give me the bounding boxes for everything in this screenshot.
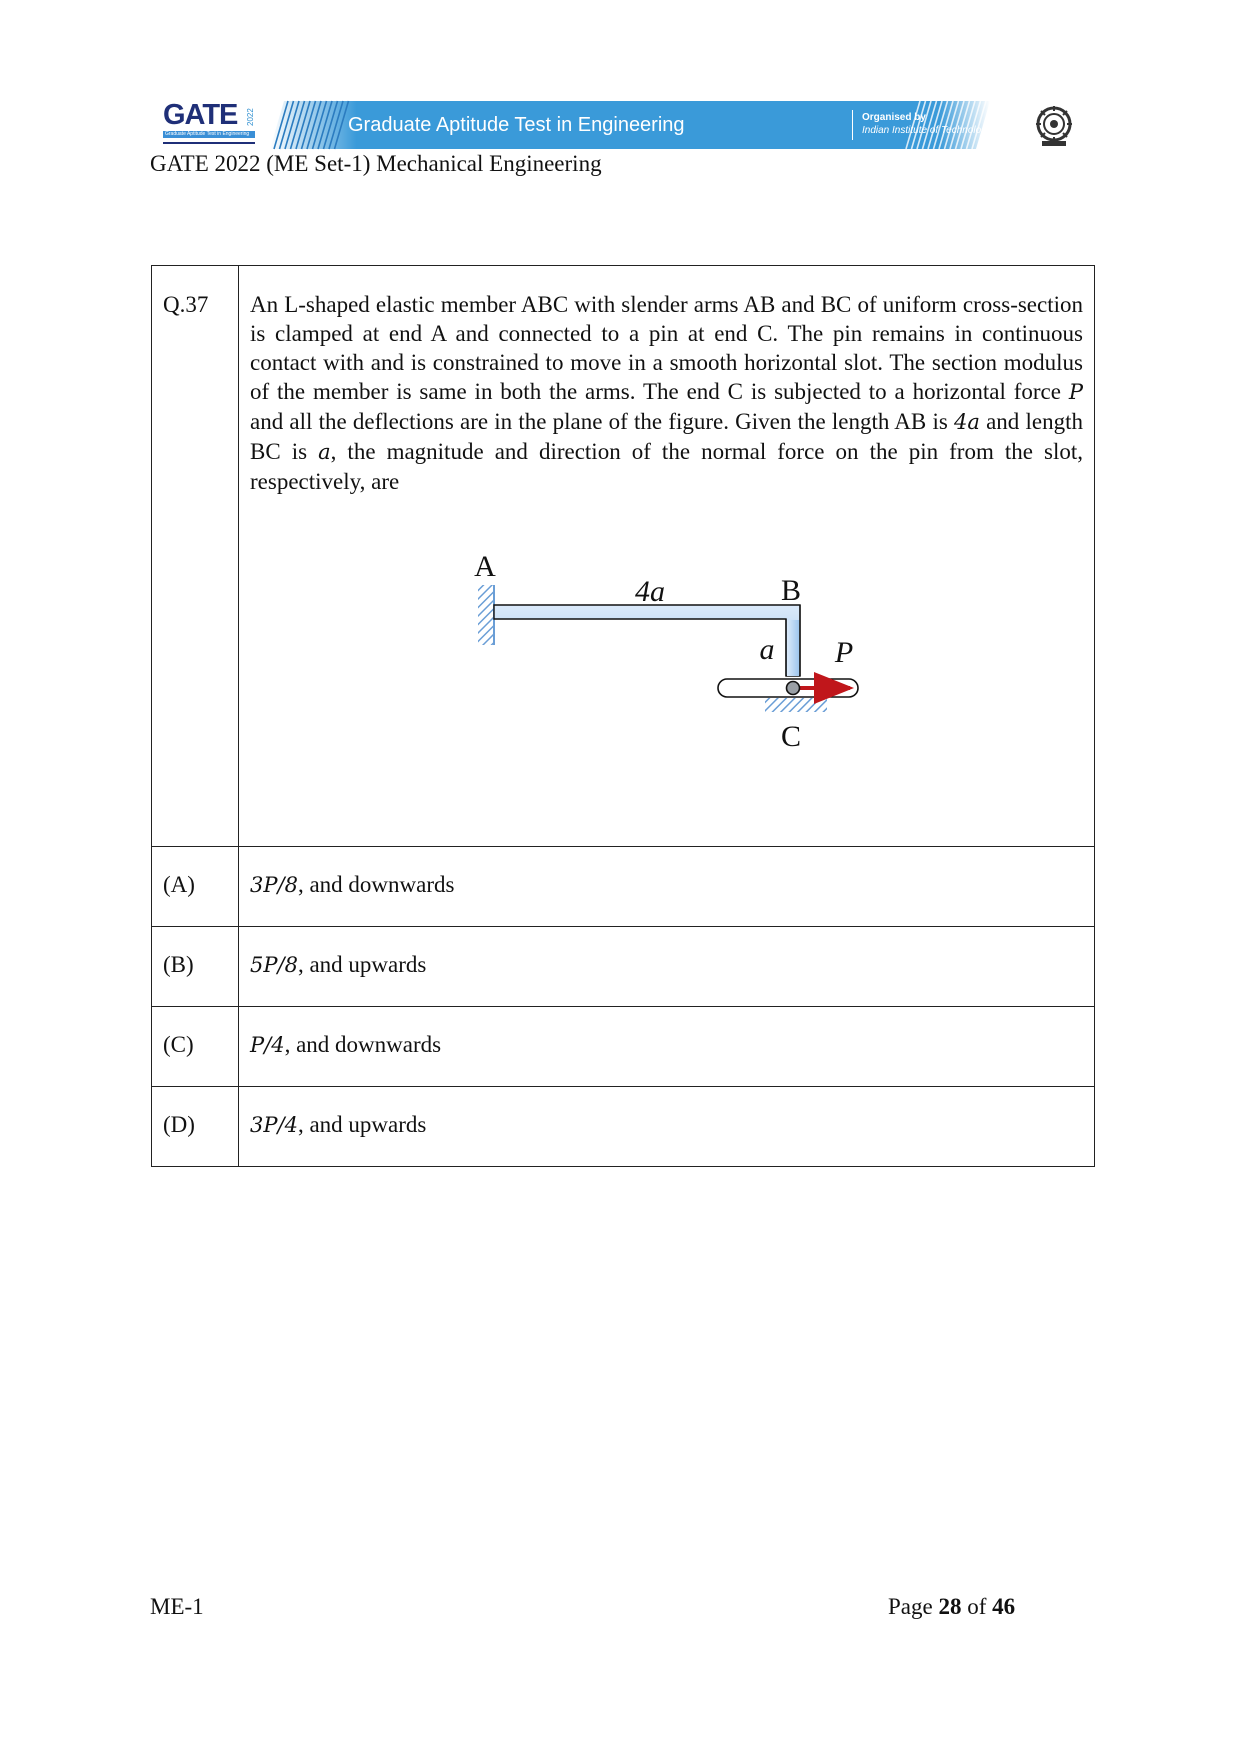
footer-page-indicator xyxy=(888,1593,1015,1621)
option-math: 3P/8 xyxy=(250,872,298,897)
gate-logo-hindi-line xyxy=(163,140,255,146)
gate-logo-year: 2022 xyxy=(246,108,255,126)
option-math: 3P/4 xyxy=(250,1112,298,1137)
iit-kharagpur-emblem-icon xyxy=(1033,104,1075,148)
question-figure xyxy=(250,546,1083,846)
question-body xyxy=(239,266,1095,847)
option-label: (A) xyxy=(152,847,239,927)
fixed-support-A xyxy=(478,585,494,645)
option-row-C[interactable] xyxy=(152,1007,1095,1087)
page-total: 46 xyxy=(992,1594,1016,1619)
option-row-B[interactable] xyxy=(152,927,1095,1007)
stem-math-a: a xyxy=(318,440,331,464)
question-row xyxy=(152,266,1095,847)
arm-BC xyxy=(787,620,799,676)
pin-C xyxy=(787,682,800,695)
label-C: C xyxy=(780,720,802,753)
stem-text-1: An L-shaped elastic member ABC with slender arms AB and BC of uniform cross-section is clamped at end A and connected to a pin at end C. The pin remains in continuous contact with and is constrained to move in a smooth horizontal slot. The section modulus of the member is same in both the arms. The end C is subjected to a horizontal force xyxy=(250,292,1083,404)
question-table xyxy=(151,265,1095,1167)
option-text[interactable] xyxy=(239,1007,1095,1087)
banner-organiser xyxy=(862,111,1041,137)
label-AB-length: 4a xyxy=(635,575,665,608)
l-member-diagram xyxy=(250,546,1080,786)
stem-text-4: , the magnitude and direction of the normal force on the pin from the slot, respectively, are xyxy=(250,439,1083,494)
member-ABC xyxy=(494,605,800,676)
banner-separator xyxy=(852,110,853,140)
banner-bar xyxy=(270,101,1042,149)
option-label: (D) xyxy=(152,1087,239,1167)
stem-math-P: P xyxy=(1068,380,1083,404)
question-stem xyxy=(250,290,1083,496)
footer-set-code: ME-1 xyxy=(150,1594,204,1619)
banner-title: Graduate Aptitude Test in Engineering xyxy=(348,114,685,136)
gate-logo-band xyxy=(163,131,255,138)
header-banner xyxy=(160,99,1042,152)
option-math: 5P/8 xyxy=(250,952,298,977)
page-prefix: Page xyxy=(888,1594,933,1619)
option-desc: , and upwards xyxy=(297,1111,427,1137)
option-desc: , and downwards xyxy=(284,1031,442,1057)
option-label: (C) xyxy=(152,1007,239,1087)
gate-logo-word: GATE xyxy=(163,99,238,131)
paper-title: GATE 2022 (ME Set-1) Mechanical Engineering xyxy=(150,151,602,176)
slot-support-hatch xyxy=(765,698,827,712)
option-label: (B) xyxy=(152,927,239,1007)
label-BC-length: a xyxy=(759,633,775,666)
page-number: 28 xyxy=(938,1594,962,1619)
option-text[interactable] xyxy=(239,1087,1095,1167)
question-number: Q.37 xyxy=(152,266,239,847)
label-P: P xyxy=(834,636,854,669)
option-desc: , and downwards xyxy=(297,871,455,897)
organiser-name: Indian Institute of Technology Kharagpur xyxy=(862,125,1042,136)
stem-text-3: and length BC is xyxy=(250,409,1083,464)
option-desc: , and upwards xyxy=(297,951,427,977)
option-text[interactable] xyxy=(239,847,1095,927)
option-row-D[interactable] xyxy=(152,1087,1095,1167)
option-row-A[interactable] xyxy=(152,847,1095,927)
organised-by-label: Organised by xyxy=(862,112,926,123)
label-B: B xyxy=(780,574,802,607)
page-of: of xyxy=(967,1594,987,1619)
stem-math-4a: 4a xyxy=(954,410,980,434)
stem-text-2: and all the deflections are in the plane of the figure. Given the length AB is xyxy=(250,409,954,434)
option-text[interactable] xyxy=(239,927,1095,1007)
gate-logo-band-text: Graduate Aptitude Test in Engineering xyxy=(165,131,250,137)
gate-logo xyxy=(160,100,262,152)
option-math: P/4 xyxy=(250,1032,285,1057)
label-A: A xyxy=(474,550,496,583)
